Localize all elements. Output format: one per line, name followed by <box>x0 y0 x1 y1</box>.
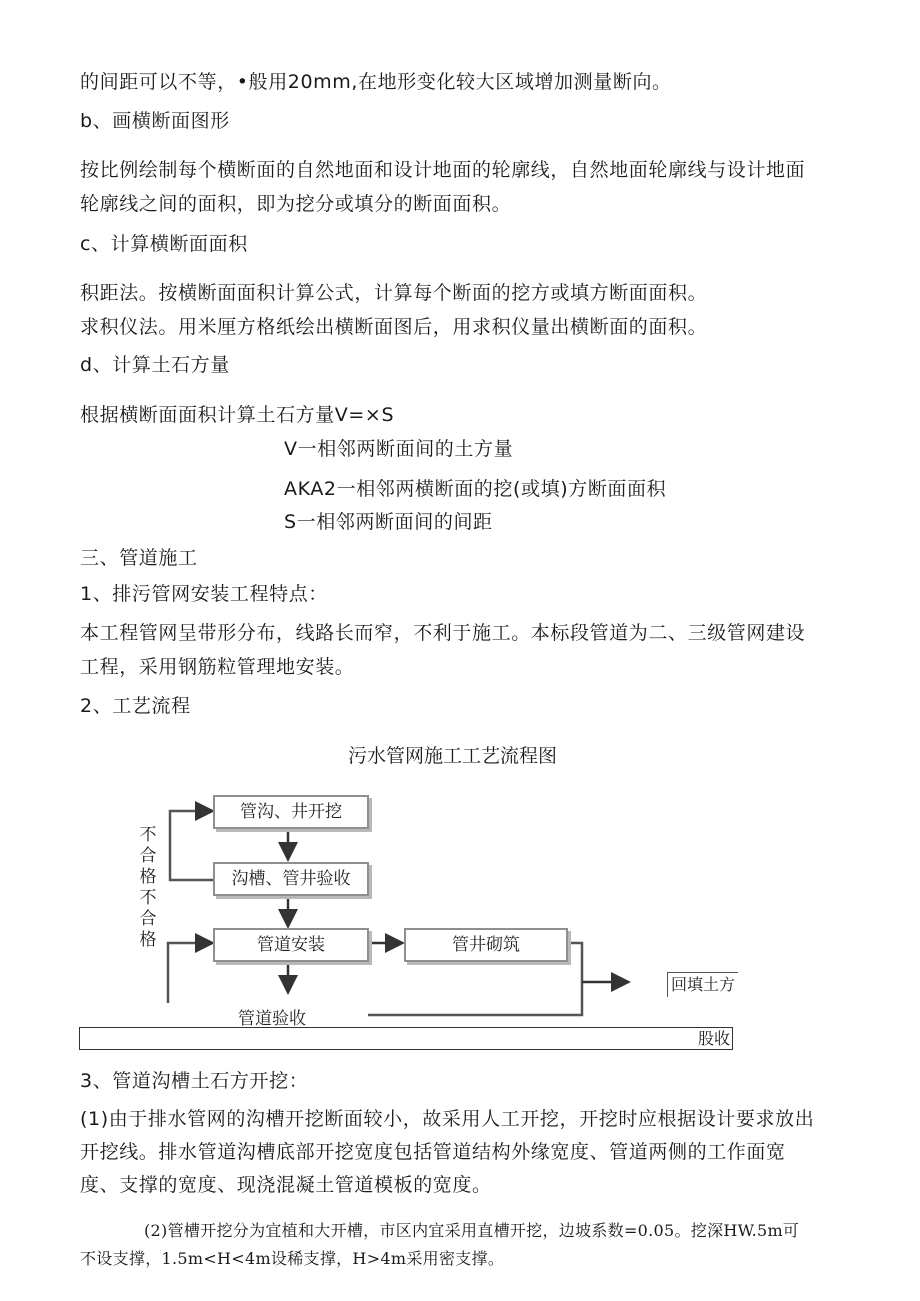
flow-step-backfill: 回填土方 <box>667 972 738 997</box>
chapter-heading: 三、管道施工 <box>80 547 198 569</box>
formula-definition: V一相邻两断面间的土方量 <box>284 438 514 460</box>
flow-step-install <box>213 928 369 962</box>
paragraph-text: 的间距可以不等，•般用20mm,在地形变化较大区域增加测量断向。 <box>80 71 672 93</box>
flow-step-label: 管井砌筑 <box>452 935 520 955</box>
section-heading-c: c、计算横断面面积 <box>80 233 248 255</box>
final-step-bar <box>79 1027 733 1050</box>
formula-definition: S一相邻两断面间的间距 <box>284 511 493 533</box>
flow-step-inspect-trench <box>213 862 369 896</box>
final-step-label: 股收 <box>697 1029 730 1048</box>
paragraph-text: 积距法。按横断面面积计算公式，计算每个断面的挖方或填方断面面积。 <box>80 282 708 304</box>
section-heading-3: 3、管道沟槽土石方开挖： <box>80 1070 309 1092</box>
formula-text: 根据横断面面积计算土石方量V=×S <box>80 404 395 426</box>
flow-step-label: 沟槽、管井验收 <box>231 869 351 889</box>
fail-loop-arrow <box>170 811 213 880</box>
paragraph-text: (1)由于排水管网的沟槽开挖断面较小，故采用人工开挖，开挖时应根据设计要求放出 <box>80 1108 815 1130</box>
paragraph-text: 本工程管网呈带形分布，线路长而窄，不利于施工。本标段管道为二、三级管网建设 <box>80 622 806 644</box>
flow-step-label: 管沟、井开挖 <box>240 802 342 822</box>
section-heading-1: 1、排污管网安装工程特点： <box>80 583 328 605</box>
paragraph-text: 开挖线。排水管道沟槽底部开挖宽度包括管道结构外缘宽度、管道两侧的工作面宽 <box>80 1141 786 1163</box>
section-heading-b: b、画横断面图形 <box>80 110 230 132</box>
flow-step-pipe-accept: 管道验收 <box>238 1009 306 1029</box>
paragraph-text: 度、支撑的宽度、现浇混凝土管道模板的宽度。 <box>80 1174 492 1196</box>
paragraph-text: 按比例绘制每个横断面的自然地面和设计地面的轮廓线，自然地面轮廓线与设计地面 <box>80 159 806 181</box>
paragraph-text: (2)管槽开挖分为宜植和大开槽，市区内宜采用直槽开挖，边坡系数=0.05。挖深HW.5m可 <box>144 1221 800 1240</box>
section-heading-2: 2、工艺流程 <box>80 695 191 717</box>
flow-step-label: 管道安装 <box>257 935 325 955</box>
fail-loop-arrow <box>168 943 210 1003</box>
fail-label: 不 合 格 不 合 格 <box>139 825 157 950</box>
flowchart-title: 污水管网施工工艺流程图 <box>348 745 558 767</box>
paragraph-text: 求积仪法。用米厘方格纸绘出横断面图后，用求积仪量出横断面的面积。 <box>80 316 708 338</box>
flow-step-excavate <box>213 795 369 829</box>
paragraph-text: 轮廓线之间的面积，即为挖分或填分的断面面积。 <box>80 193 512 215</box>
formula-definition: AKA2一相邻两横断面的挖(或填)方断面面积 <box>284 478 667 500</box>
section-heading-d: d、计算土石方量 <box>80 354 230 376</box>
paragraph-text: 工程，采用钢筋粒管理地安装。 <box>80 656 355 678</box>
paragraph-text: 不设支撑，1.5m<H<4m设稀支撑，H>4m采用密支撑。 <box>80 1249 505 1268</box>
flow-step-manhole <box>404 928 568 962</box>
